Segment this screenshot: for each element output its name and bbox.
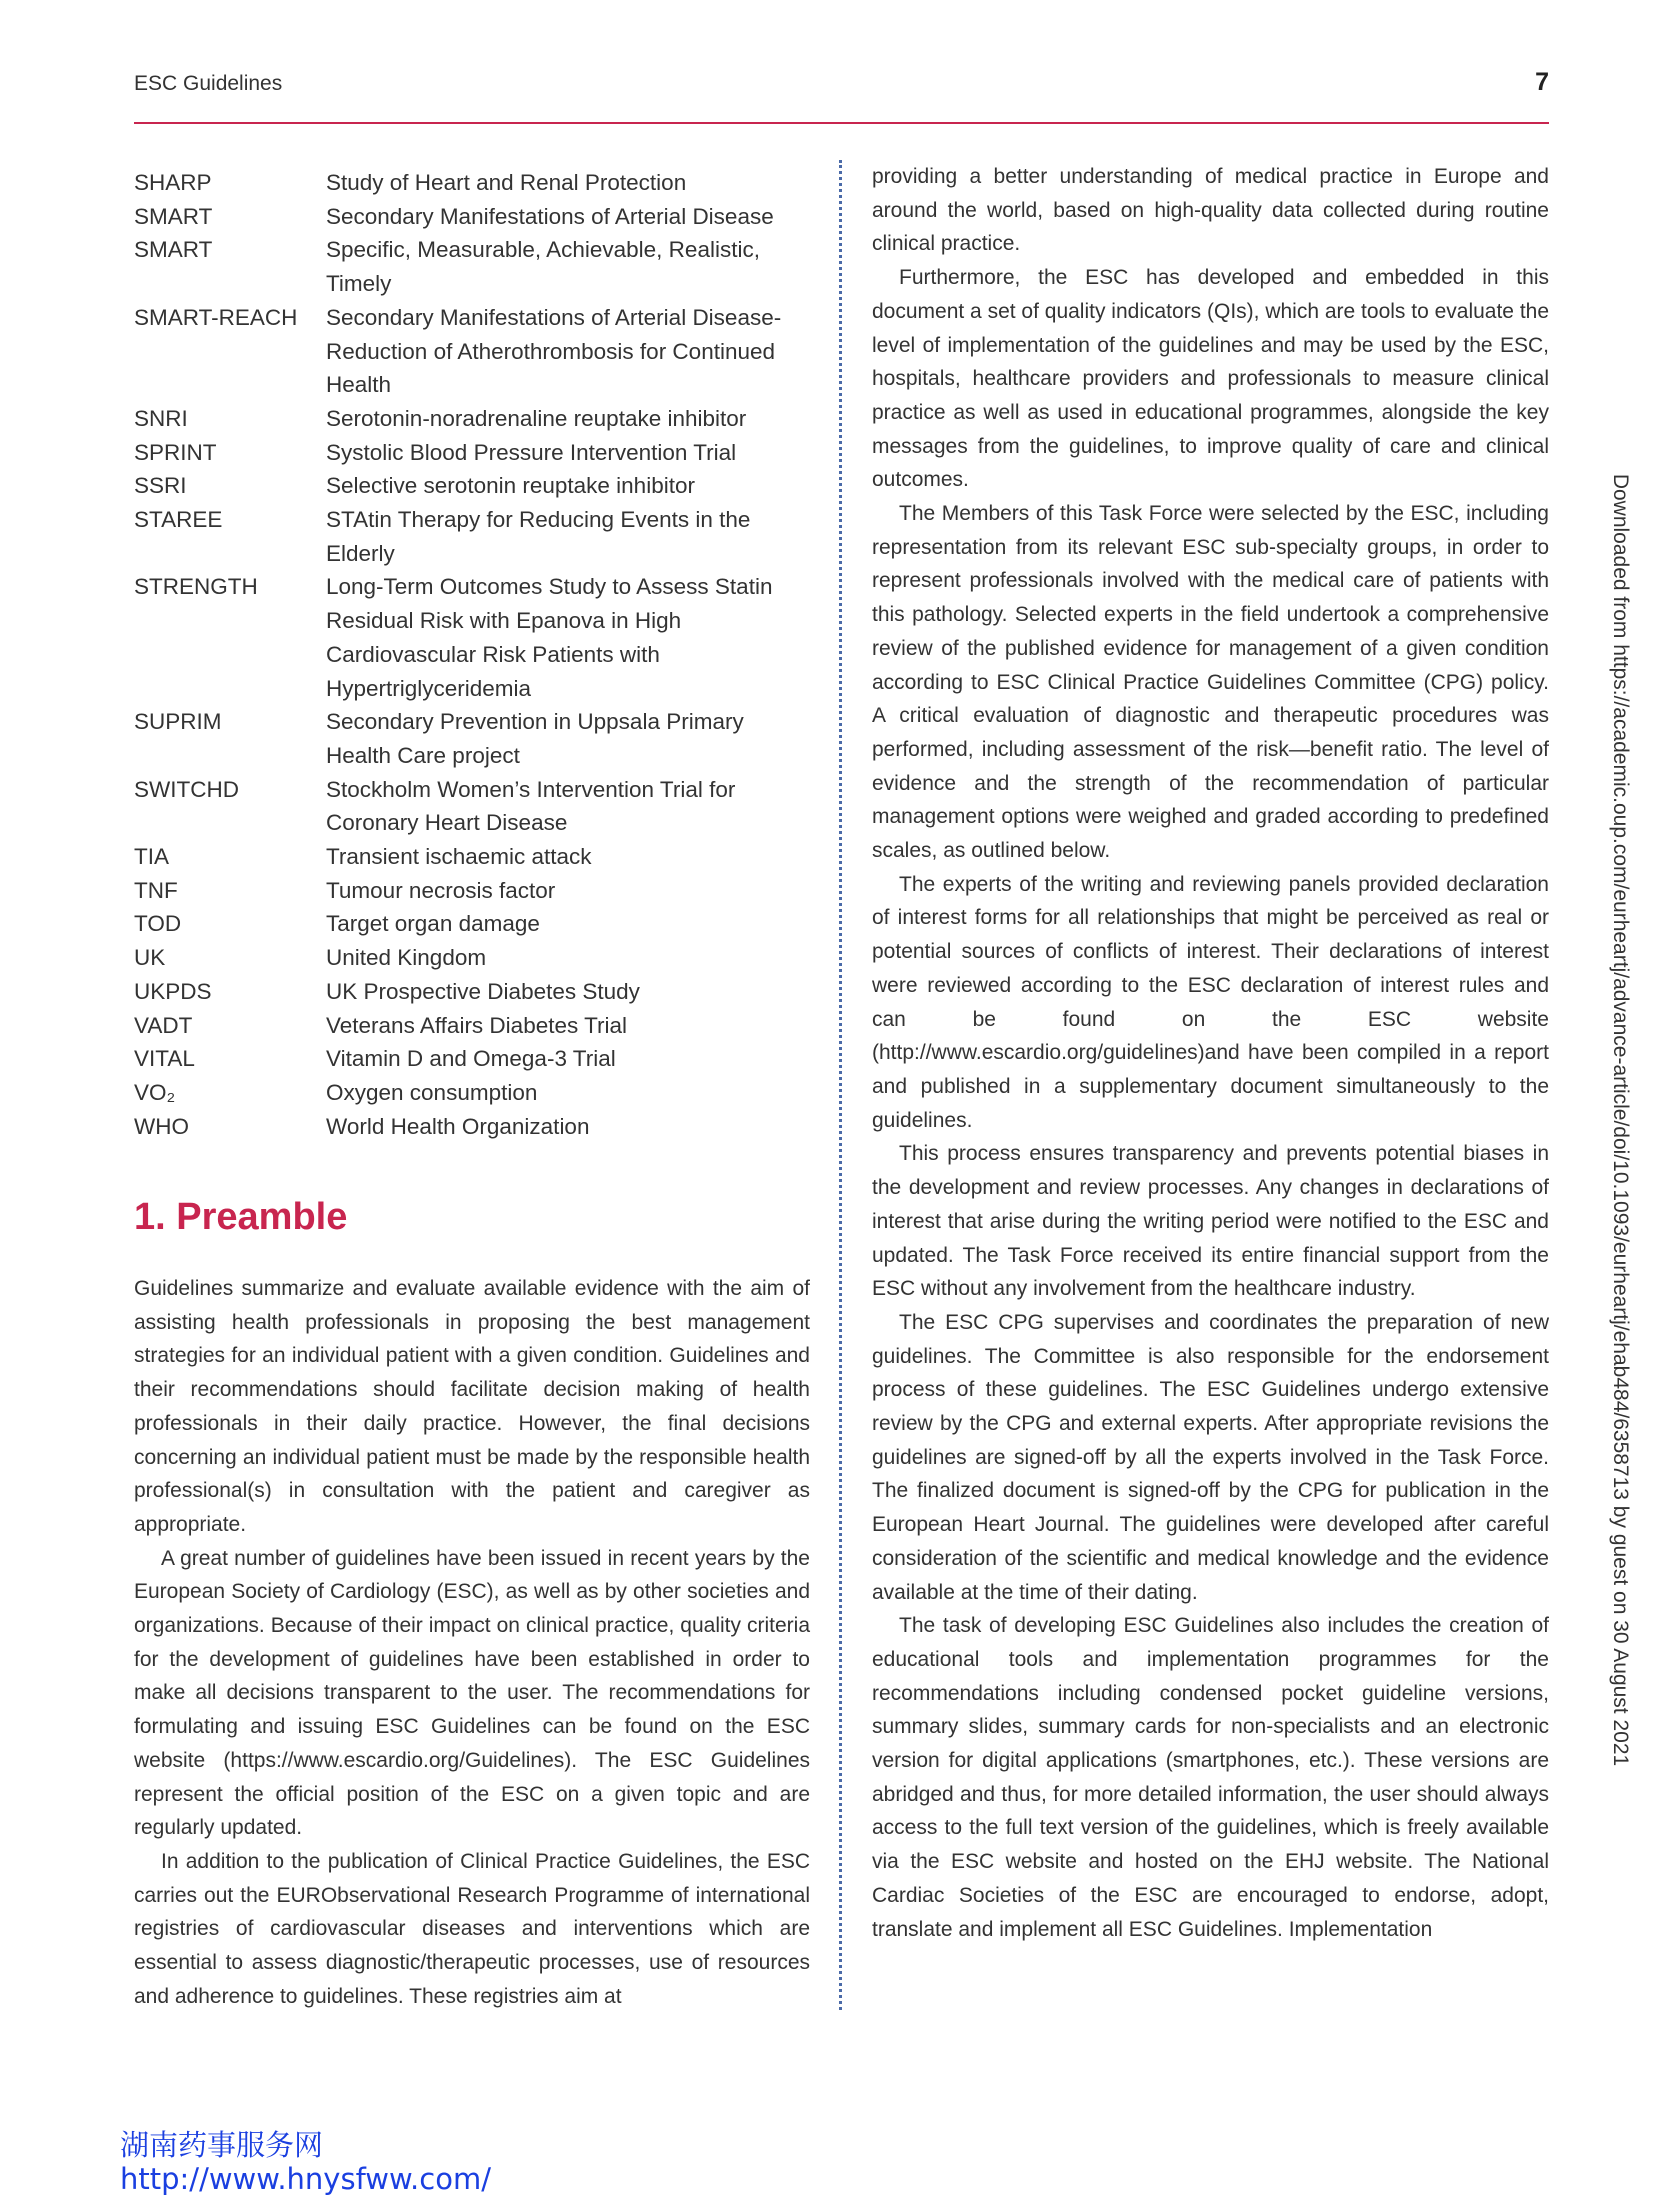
abbreviation-term: TOD	[134, 911, 182, 937]
abbreviation-row	[134, 874, 810, 908]
paragraph: This process ensures transparency and prevents potential biases in the development and review processes. Any changes in declarations of interest that arise during the writing period were notified to the ESC and updated. The Task Force received its entire financial support from the ESC without any involvement from the healthcare industry.	[872, 1142, 1549, 1301]
abbreviation-definition: Transient ischaemic attack	[326, 844, 592, 870]
abbreviation-row	[134, 941, 810, 975]
abbreviations-list-section	[134, 166, 810, 1143]
abbreviation-row	[134, 975, 810, 1009]
paragraph: Guidelines summarize and evaluate available evidence with the aim of assisting health professionals in proposing the best management strategies for an individual patient with a given condition. Guidelines and their recommendations should facilitate decision making of health professionals in their daily practice. However, the final decisions concerning an individual patient must be made by the responsible health professional(s) in consultation with the patient and caregiver as appropriate.	[134, 1277, 810, 1536]
abbreviation-term: SWITCHD	[134, 776, 239, 802]
abbreviation-definition: Study of Heart and Renal Protection	[326, 170, 687, 195]
column-divider	[839, 160, 842, 2010]
abbreviation-definition: Tumour necrosis factor	[326, 877, 556, 903]
paragraph: A great number of guidelines have been issued in recent years by the European Society of Cardiology (ESC), as well as by other societies and organizations. Because of their impact on clinical practice, quality criteria for the development of guidelines have been established in order to make all decisions transparent to the user. The recommendations for formulating and issuing ESC Guidelines can be found on the ESC website (https://www.escardio.org/Guidelines). The ESC Guidelines represent the official position of the ESC on a given topic and are regularly updated.	[134, 1546, 810, 1840]
abbreviation-definition: Systolic Blood Pressure Intervention Trial	[326, 439, 737, 465]
abbreviation-definition: Secondary Manifestations of Arterial Disease	[326, 203, 774, 229]
abbreviation-term: UKPDS	[134, 978, 212, 1004]
abbreviation-row	[134, 1076, 810, 1110]
watermark-url[interactable]: http://www.hnysfww.com/	[120, 2162, 491, 2196]
abbreviation-term: SMART	[134, 203, 213, 229]
abbreviation-term: SPRINT	[134, 439, 217, 465]
abbreviation-definition: Serotonin-noradrenaline reuptake inhibitor	[326, 405, 747, 431]
abbreviation-row	[134, 840, 810, 874]
preamble-left-text	[134, 1272, 810, 2013]
abbreviation-definition: UK Prospective Diabetes Study	[326, 978, 640, 1004]
abbreviation-row	[134, 1042, 810, 1076]
abbreviation-term: SHARP	[134, 170, 212, 195]
preamble-right-text	[872, 160, 1549, 1946]
abbreviation-row	[134, 469, 810, 503]
abbreviation-definition: Veterans Affairs Diabetes Trial	[326, 1012, 627, 1038]
abbreviation-definition: Secondary Prevention in Uppsala Primary Health Care project	[326, 709, 744, 768]
abbreviation-term: SMART	[134, 237, 213, 263]
running-title: ESC Guidelines	[134, 72, 283, 95]
abbreviation-definition: Stockholm Women’s Intervention Trial for Coronary Heart Disease	[326, 776, 736, 836]
page-header	[134, 68, 1549, 124]
page-number: 7	[1535, 68, 1549, 96]
paragraph: The Members of this Task Force were selected by the ESC, including representation from its relevant ESC sub-specialty groups, in order to represent professionals involved with the medical care of patients with this pathology. Selected experts in the field undertook a comprehensive review of the published evidence for management of a given condition according to ESC Clinical Practice Guidelines Committee (CPG) policy. A critical evaluation of diagnostic and therapeutic procedures was performed, including assessment of the risk—benefit ratio. The level of evidence and the strength of the recommendation of particular management options were weighed and graded according to predefined scales, as outlined below.	[872, 502, 1549, 863]
abbreviation-definition: Target organ damage	[326, 911, 540, 937]
section-title: 1. Preamble	[134, 1196, 348, 1238]
abbreviation-row	[134, 570, 810, 705]
abbreviations-list	[134, 166, 810, 1143]
abbreviation-definition: Vitamin D and Omega-3 Trial	[326, 1046, 616, 1072]
abbreviation-row	[134, 773, 810, 840]
abbreviation-term: SSRI	[134, 473, 187, 499]
abbreviation-term: VADT	[134, 1012, 193, 1038]
abbreviation-row	[134, 402, 810, 436]
watermark	[120, 2128, 491, 2196]
paragraph: The task of developing ESC Guidelines also includes the creation of educational tools and implementation programmes for the recommendations including condensed pocket guideline versions, summary slides, summary cards for non-specialists and an electronic version for digital applications (smartphones, etc.). These versions are abridged and thus, for more detailed information, the user should always access to the full text version of the guidelines, which is freely available via the ESC website and hosted on the EHJ website. The National Cardiac Societies of the ESC are encouraged to endorse, adopt, translate and implement all ESC Guidelines. Implementation	[872, 1614, 1549, 1941]
paragraph: In addition to the publication of Clinical Practice Guidelines, the ESC carries out the EURObservational Research Programme of international registries of cardiovascular diseases and interventions which are essential to assess diagnostic/therapeutic processes, use of resources and adherence to guidelines. These registries aim at	[134, 1849, 810, 2008]
download-stamp-text: Downloaded from https://academic.oup.com/eurheartj/advance-article/doi/10.1093/eurheartj/ehab484/6358713 by guest on 30 August 2021	[1609, 473, 1632, 1767]
paragraph: providing a better understanding of medical practice in Europe and around the world, based on high-quality data collected during routine clinical practice.	[872, 165, 1549, 256]
abbreviation-definition: STAtin Therapy for Reducing Events in the Elderly	[326, 507, 751, 566]
abbreviation-term: TIA	[134, 844, 170, 870]
abbreviation-term: TNF	[134, 877, 178, 903]
abbreviation-term: VO₂	[134, 1079, 176, 1105]
abbreviation-term: STRENGTH	[134, 574, 258, 600]
abbreviation-row	[134, 200, 810, 234]
abbreviation-term: SMART-REACH	[134, 304, 298, 330]
paragraph: Furthermore, the ESC has developed and embedded in this document a set of quality indicators (QIs), which are tools to evaluate the level of implementation of the guidelines and may be used by the ESC, hospitals, healthcare providers and professionals to measure clinical practice as well as used in educational programmes, alongside the key messages from the guidelines, to improve quality of care and clinical outcomes.	[872, 266, 1550, 492]
abbreviation-definition: Oxygen consumption	[326, 1079, 538, 1105]
abbreviation-term: WHO	[134, 1113, 189, 1139]
abbreviation-row	[134, 1009, 810, 1043]
abbreviation-definition: Secondary Manifestations of Arterial Disease-Reduction of Atherothrombosis for Continued Health	[326, 304, 782, 398]
abbreviation-row	[134, 503, 810, 570]
paragraph: The ESC CPG supervises and coordinates the preparation of new guidelines. The Committee is also responsible for the endorsement process of these guidelines. The ESC Guidelines undergo extensive review by the CPG and external experts. After appropriate revisions the guidelines are signed-off by all the experts involved in the Task Force. The finalized document is signed-off by the CPG for publication in the European Heart Journal. The guidelines were developed after careful consideration of the scientific and medical knowledge and the evidence available at the time of their dating.	[872, 1310, 1549, 1604]
abbreviation-row	[134, 436, 810, 470]
abbreviation-row	[134, 233, 810, 300]
abbreviation-definition: World Health Organization	[326, 1113, 590, 1139]
abbreviation-row	[134, 1110, 810, 1144]
abbreviation-definition: Long-Term Outcomes Study to Assess Statin Residual Risk with Epanova in High Cardiovascular Risk Patients with Hypertriglyceridemia	[326, 574, 773, 701]
abbreviation-term: VITAL	[134, 1046, 195, 1072]
abbreviation-row	[134, 301, 810, 402]
abbreviation-definition: Specific, Measurable, Achievable, Realistic, Timely	[326, 237, 760, 297]
abbreviation-term: STAREE	[134, 507, 223, 533]
watermark-name: 湖南药事服务网	[120, 2128, 324, 2162]
abbreviation-term: SNRI	[134, 405, 188, 431]
abbreviation-row	[134, 705, 810, 772]
paragraph: The experts of the writing and reviewing panels provided declaration of interest forms for all relationships that might be perceived as real or potential sources of conflicts of interest. Their declarations of interest were reviewed according to the ESC declaration of interest rules and can be found on the ESC website (http://www.escardio.org/guidelines)and have been compiled in a report and published in a supplementary document simultaneously to the guidelines.	[872, 872, 1549, 1132]
download-stamp	[1600, 420, 1640, 1820]
abbreviation-term: SUPRIM	[134, 709, 222, 735]
abbreviation-definition: Selective serotonin reuptake inhibitor	[326, 473, 695, 499]
abbreviation-row	[134, 907, 810, 941]
abbreviation-row	[134, 166, 810, 200]
abbreviation-definition: United Kingdom	[326, 945, 487, 971]
abbreviation-term: UK	[134, 945, 166, 971]
